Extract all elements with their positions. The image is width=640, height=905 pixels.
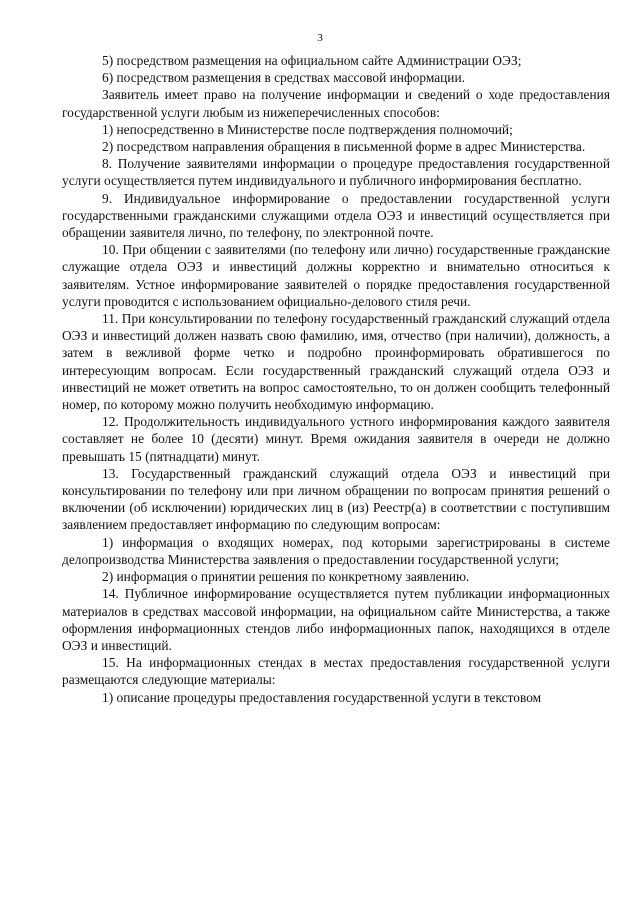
paragraph-15-item-1: 1) описание процедуры предоставления государственной услуги в текстовом <box>102 689 542 705</box>
paragraph-11: 11. При консультировании по телефону государственный гражданский служащий отдела ОЭЗ и инвестиций должен назвать свою фамилию, имя, отчество (при наличии), должность, а затем в вежливой форме четко и подробно проинформировать обратившегося по интересующим вопросам. Если государственный гражданский служащий отдела ОЭЗ и инвестиций не может ответить на вопрос самостоятельно, то он должен сообщить телефонный номер, по которому можно получить необходимую информацию. <box>62 311 610 413</box>
document-body <box>62 52 610 706</box>
paragraph-9: 9. Индивидуальное информирование о предоставлении государственной услуги государственными гражданскими служащими отдела ОЭЗ и инвестиций осуществляется при обращении заявителя лично, по телефону, по электронной почте. <box>62 190 610 241</box>
paragraph-10: 10. При общении с заявителями (по телефону или лично) государственные гражданские служащие отдела ОЭЗ и инвестиций должны корректно и внимательно относиться к заявителям. Устное информирование заявителей о порядке предоставления государственной услуги проводится с использованием официально-делового стиля речи. <box>62 242 610 309</box>
paragraph-12: 12. Продолжительность индивидуального устного информирования каждого заявителя составляет не более 10 (десяти) минут. Время ожидания заявителя в очереди не должно превышать 15 (пятнадцати) минут. <box>62 414 610 464</box>
page-number: 3 <box>317 32 323 44</box>
paragraph-method-1: 1) непосредственно в Министерстве после подтверждения полномочий; <box>102 121 513 137</box>
paragraph-13-item-1: 1) информация о входящих номерах, под которыми зарегистрированы в системе делопроизводства Министерства заявления о предоставлении государственной услуги; <box>62 534 610 567</box>
paragraph-13: 13. Государственный гражданский служащий отдела ОЭЗ и инвестиций при консультировании по телефону или при личном обращении по вопросам принятия решений о включении (об исключении) юридических лиц в (из) Реестр(а) в соответствии с поступившим заявлением предоставляет информацию по следующим вопросам: <box>62 465 610 533</box>
paragraph-8: 8. Получение заявителями информации о процедуре предоставления государственной услуги осуществляется путем индивидуального и публичного информирования бесплатно. <box>62 156 610 189</box>
paragraph-14: 14. Публичное информирование осуществляется путем публикации информационных материалов в средствах массовой информации, на официальном сайте Министерства, а также оформления информационных стендов либо информационных папок, находящихся в отделе ОЭЗ и инвестиций. <box>62 586 610 653</box>
paragraph-5-official-site: 5) посредством размещения на официальном сайте Администрации ОЭЗ; <box>102 53 522 68</box>
paragraph-applicant-right: Заявитель имеет право на получение информации и сведений о ходе предоставления государственной услуги любым из нижеперечисленных способов: <box>62 87 610 120</box>
paragraph-15: 15. На информационных стендах в местах предоставления государственной услуги размещаются следующие материалы: <box>62 655 610 688</box>
paragraph-method-2: 2) посредством направления обращения в письменной форме в адрес Министерства. <box>102 139 586 155</box>
paragraph-13-item-2: 2) информация о принятии решения по конкретному заявлению. <box>102 569 470 585</box>
paragraph-6-mass-media: 6) посредством размещения в средствах массовой информации. <box>102 70 465 86</box>
